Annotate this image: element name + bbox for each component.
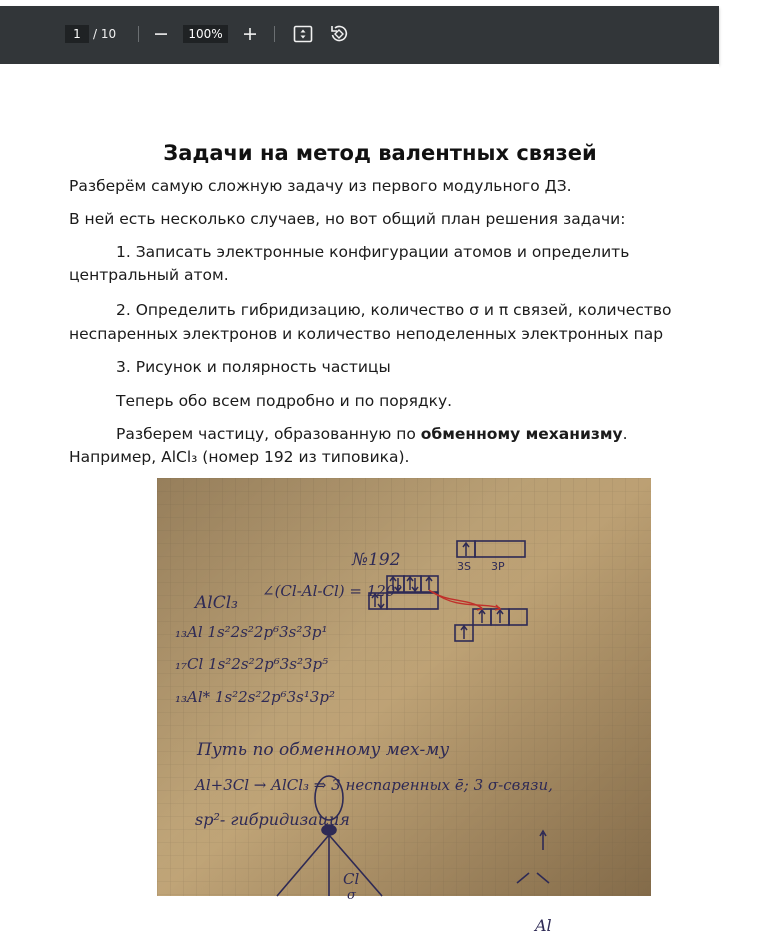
example-bold-term: обменному механизму — [420, 425, 623, 443]
fit-page-button[interactable] — [290, 21, 316, 47]
pdf-toolbar — [0, 6, 719, 64]
example-text: Разберем частицу, образованную по — [116, 425, 421, 443]
document-page — [0, 64, 719, 935]
plus-icon — [243, 27, 257, 41]
page-total-label: / 10 — [93, 27, 117, 41]
page-number-input[interactable]: 1 — [65, 25, 89, 43]
intro-paragraph: Разберём самую сложную задачу из первого модульного ДЗ. — [69, 177, 572, 195]
example-line-1 — [116, 423, 628, 446]
rotate-icon — [329, 24, 349, 44]
toolbar-separator — [274, 26, 275, 42]
al-atom-label: Al — [535, 916, 552, 935]
step-2-line-2: неспаренных электронов и количество неподеленных электронных пар — [69, 325, 664, 343]
sigma-bond-label: σ — [347, 888, 356, 903]
mechanism-note: Путь по обменному мех-му — [197, 740, 450, 760]
al-excited-configuration: ₁₃Al* 1s²2s²2p⁶3s¹3p² — [175, 688, 336, 706]
hybridization-note: sp²- гибридизация — [195, 810, 350, 829]
example-line-2: Например, AlCl₃ (номер 192 из типовика). — [69, 448, 410, 466]
al-configuration: ₁₃Al 1s²2s²2p⁶3s²3p¹ — [175, 623, 328, 641]
rotate-button[interactable] — [326, 21, 352, 47]
zoom-input[interactable]: 100% — [183, 25, 228, 43]
fit-page-icon — [293, 25, 313, 43]
plan-paragraph: В ней есть несколько случаев, но вот общий план решения задачи: — [69, 210, 626, 228]
step-3: 3. Рисунок и полярность частицы — [116, 358, 391, 376]
cl-atom-label: Cl — [343, 870, 360, 888]
transition-paragraph: Теперь обо всем подробно и по порядку. — [116, 392, 453, 410]
example-period: . — [622, 425, 628, 443]
zoom-in-button[interactable] — [237, 21, 263, 47]
orbital-3s-label: 3S — [457, 560, 471, 573]
problem-number: №192 — [352, 550, 401, 570]
toolbar-separator — [138, 26, 139, 42]
reaction-note: Al+3Cl → AlCl₃ ⇒ 3 неспаренных ē; 3 σ-связи, — [195, 776, 553, 794]
formula-label: AlCl₃ — [195, 593, 238, 613]
step-1-line-1: 1. Записать электронные конфигурации атомов и определить — [116, 243, 630, 261]
handwritten-solution-photo — [157, 478, 651, 935]
page-title: Задачи на метод валентных связей — [163, 141, 597, 165]
bond-angle: ∠(Cl-Al-Cl) = 120° — [262, 582, 403, 600]
step-2-line-1: 2. Определить гибридизацию, количество σ и π связей, количество — [116, 301, 672, 319]
orbital-3p-label: 3P — [491, 560, 505, 573]
cl-configuration: ₁₇Cl 1s²2s²2p⁶3s²3p⁵ — [175, 655, 329, 673]
step-1-line-2: центральный атом. — [69, 266, 229, 284]
zoom-out-button[interactable] — [148, 21, 174, 47]
minus-icon — [154, 27, 168, 41]
